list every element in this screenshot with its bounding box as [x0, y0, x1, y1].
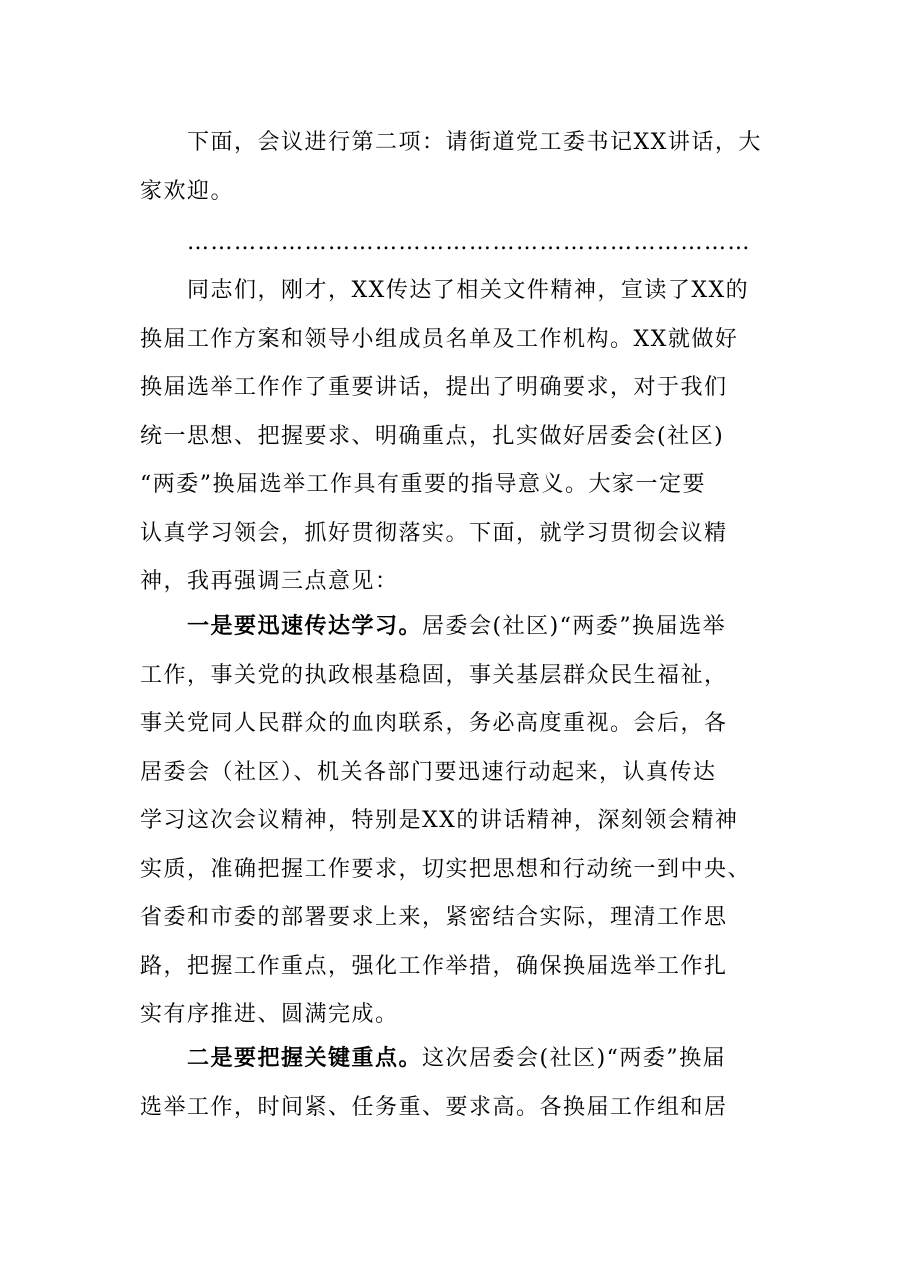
text-line: 同志们，刚才，XX传达了相关文件精神，宣读了XX的 [140, 278, 750, 303]
text-line: 学习这次会议精神，特别是XX的讲话精神，深刻领会精神 [140, 808, 739, 833]
text-line: 实有序推进、圆满完成。 [140, 1002, 399, 1027]
text-line: 事关党同人民群众的血肉联系，务必高度重视。会后，各 [140, 711, 728, 736]
text-line: 家欢迎。 [140, 178, 235, 204]
text-line: 神，我再强调三点意见： [140, 569, 399, 594]
paragraph-point-two [140, 1034, 780, 1132]
paragraph-speech-opening [140, 267, 780, 607]
text-line: 选举工作，时间紧、任务重、要求高。各换届工作组和居 [140, 1094, 728, 1120]
text-line [140, 602, 780, 652]
text-line: 实质，准确把握工作要求，切实把思想和行动统一到中央、 [140, 856, 752, 882]
text-line: 省委和市委的部署要求上来，紧密结合实际，理清工作思 [140, 905, 728, 930]
text-line [140, 1034, 780, 1084]
text-line: 路，把握工作重点，强化工作举措，确保换届选举工作扎 [140, 953, 728, 979]
paragraph-point-one [140, 602, 780, 1040]
text-line: ……………………………………………………………… [140, 230, 752, 255]
point-heading: 二是要把握关键重点。 [140, 1045, 423, 1071]
text-line: 换届工作方案和领导小组成员名单及工作机构。XX就做好 [140, 326, 739, 352]
text-line: 下面，会议进行第二项：请街道党工委书记XX讲话，大 [140, 130, 762, 155]
ellipsis-separator [140, 219, 780, 268]
point-text: 居委会(社区)“两委”换届选举 [422, 614, 727, 639]
point-heading: 一是要迅速传达学习。 [140, 613, 423, 639]
text-line: 认真学习领会，抓好贯彻落实。下面，就学习贯彻会议精 [140, 520, 728, 546]
text-line: 居委会（社区）、机关各部门要迅速行动起来，认真传达 [140, 759, 717, 785]
point-text: 这次居委会(社区)“两委”换届 [422, 1046, 727, 1071]
paragraph-meeting-intro [140, 119, 780, 216]
text-line: 工作，事关党的执政根基稳固，事关基层群众民生福祉， [140, 662, 728, 688]
text-line: 换届选举工作作了重要讲话，提出了明确要求，对于我们 [140, 375, 728, 400]
text-line: “两委”换届选举工作具有重要的指导意义。大家一定要 [140, 472, 706, 497]
text-line: 统一思想、把握要求、明确重点，扎实做好居委会(社区) [140, 423, 725, 449]
